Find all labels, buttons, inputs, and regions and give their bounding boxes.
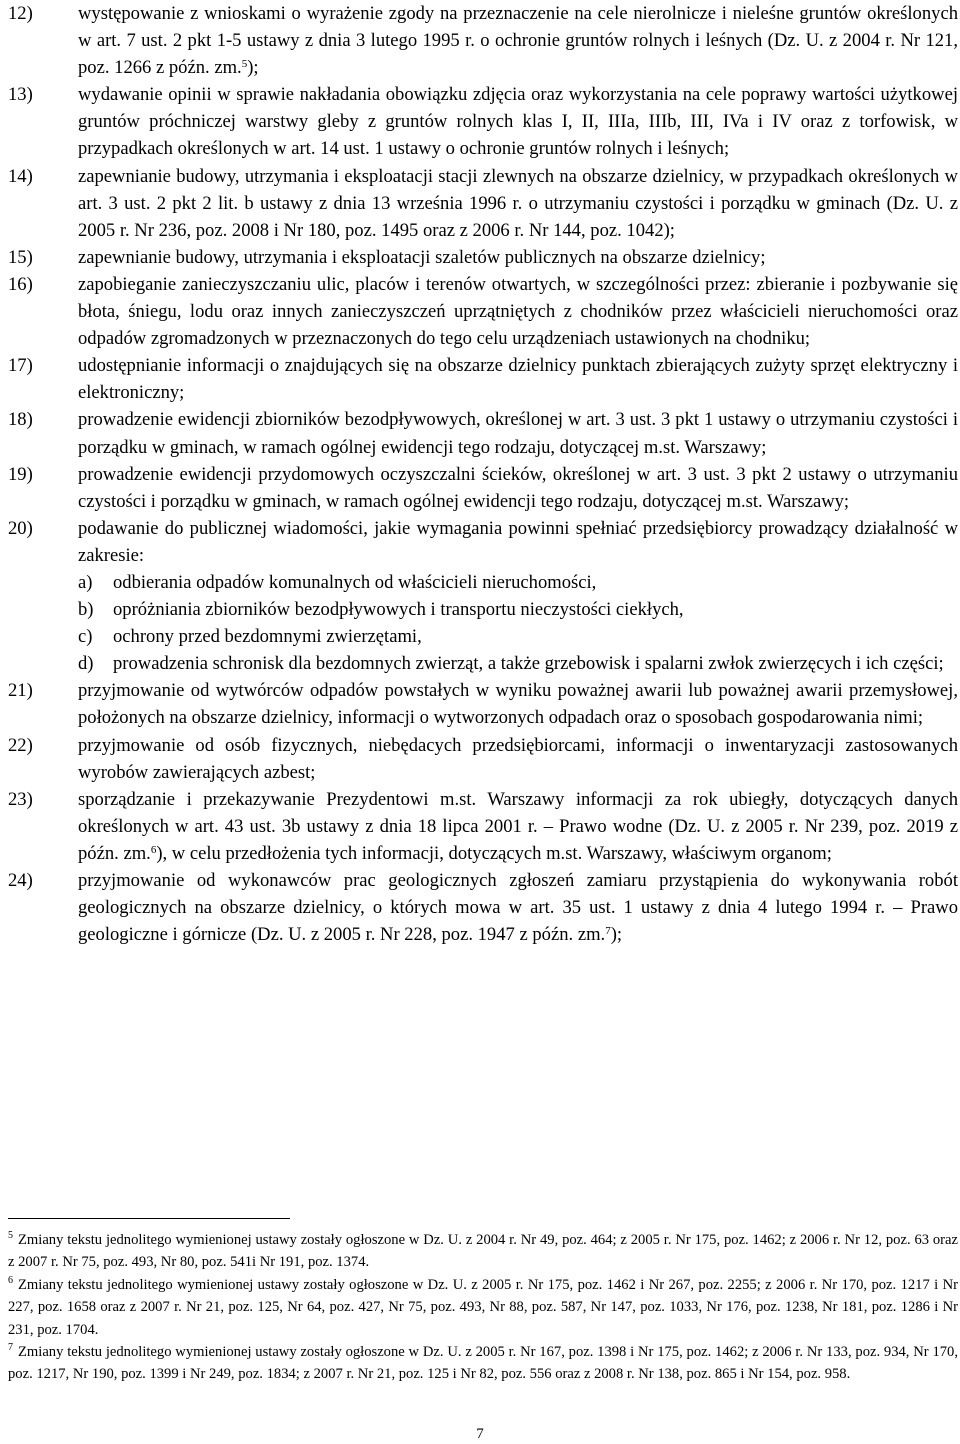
item-text: udostępnianie informacji o znajdujących się na obszarze dzielnicy punktach zbierających zużyty sprzęt elektryczny i elektroniczny; [78, 355, 958, 404]
item-text: prowadzenie ewidencji zbiorników bezodpływowych, określonej w art. 3 ust. 3 pkt 1 ustawy o utrzymaniu czystości i porządku w gminach, w ramach ogólnej ewidencji tego rodzaju, dotyczącej m.st. Warszawy; [78, 409, 958, 458]
sub-item-letter: d) [78, 653, 94, 675]
list-item [8, 81, 958, 162]
sub-list-item [8, 623, 958, 650]
item-number: 15) [8, 246, 33, 268]
list-item [8, 515, 958, 569]
item-number: 14) [8, 165, 33, 187]
item-number: 17) [8, 355, 33, 377]
sub-item-letter: c) [78, 626, 93, 648]
sub-item-letter: b) [78, 599, 94, 621]
item-text: podawanie do publicznej wiadomości, jakie wymagania powinni spełniać przedsiębiorcy prowadzący działalność w zakresie: [78, 517, 958, 566]
item-text [78, 786, 958, 867]
footnote-reference[interactable]: 7 [605, 925, 611, 938]
sub-list-item [8, 569, 958, 596]
footnote [8, 1229, 958, 1274]
sub-item-text: ochrony przed bezdomnymi zwierzętami, [113, 626, 422, 648]
item-number: 21) [8, 680, 33, 702]
list-item [8, 352, 958, 406]
sub-item-text: prowadzenia schronisk dla bezdomnych zwierząt, a także grzebowisk i spalarni zwłok zwierzęcych i ich części; [113, 653, 944, 675]
item-number: 12) [8, 3, 33, 24]
list-item [8, 163, 958, 244]
item-number: 13) [8, 84, 33, 106]
item-text: przyjmowanie od osób fizycznych, niebędacych przedsiębiorcami, informacji o inwentaryzacji zastosowanych wyrobów zawierających azbest; [78, 734, 958, 783]
item-text: zapobieganie zanieczyszczaniu ulic, placów i terenów otwartych, w szczególności przez: zbieranie i pozbywanie się błota, śniegu, lodu oraz innych zanieczyszczeń uprzątniętych z chodników przez właścicieli nieruchomości oraz odpadów zgromadzonych w przeznaczonych do tego celu urządzeniach ustawionych na chodniku; [78, 273, 958, 350]
item-text: zapewnianie budowy, utrzymania i eksploatacji stacji zlewnych na obszarze dzielnicy, w przypadkach określonych w art. 3 ust. 2 pkt 2 lit. b ustawy z dnia 13 września 1996 r. o utrzymaniu czystości i porządku w gminach (Dz. U. z 2005 r. Nr 236, poz. 2008 i Nr 180, poz. 1495 oraz z 2006 r. Nr 144, poz. 1042); [78, 165, 958, 241]
footnote-text: Zmiany tekstu jednolitego wymienionej ustawy zostały ogłoszone w Dz. U. z 2005 r. Nr 167, poz. 1398 i Nr 175, poz. 1462; z 2006 r. Nr 133, poz. 934, Nr 170, poz. 1217, Nr 190, poz. 1399 i Nr 249, poz. 1834; z 2007 r. Nr 21, poz. 125 i Nr 82, poz. 556 oraz z 2008 r. Nr 138, poz. 865 i Nr 154, poz. 958. [8, 1344, 958, 1383]
footnote-number: 7 [8, 1342, 13, 1354]
item-text: zapewnianie budowy, utrzymania i eksploatacji szaletów publicznych na obszarze dzielnicy; [78, 246, 766, 268]
footnote-number: 5 [8, 1230, 13, 1241]
list-item [8, 406, 958, 460]
footnote [8, 1341, 958, 1386]
list-item [8, 732, 958, 786]
item-text: prowadzenie ewidencji przydomowych oczyszczalni ścieków, określonej w art. 3 ust. 3 pkt 2 ustawy o utrzymaniu czystości i porządku w gminach, w ramach ogólnej ewidencji tego rodzaju, dotyczącej m.st. Warszawy; [78, 463, 958, 512]
footnote-number: 6 [8, 1274, 13, 1286]
item-text [78, 867, 958, 948]
item-number: 23) [8, 788, 33, 810]
item-number: 22) [8, 734, 33, 756]
list-item [8, 867, 958, 948]
list-item [8, 677, 958, 731]
footnote [8, 1274, 958, 1341]
sub-item-letter: a) [78, 571, 93, 593]
sub-list-item [8, 596, 958, 623]
item-text [78, 0, 958, 81]
item-text-tail: ); [610, 924, 623, 946]
footnotes-section [8, 1229, 958, 1386]
sub-item-text: odbierania odpadów komunalnych od właścicieli nieruchomości, [113, 571, 597, 593]
item-text-main: przyjmowanie od wykonawców prac geologicznych zgłoszeń zamiaru przystąpienia do wykonywania robót geologicznych na obszarze dzielnicy, o których mowa w art. 35 ust. 1 ustawy z dnia 4 lutego 1994 r. – Prawo geologiczne i górnicze (Dz. U. z 2005 r. Nr 228, poz. 1947 z późn. zm. [78, 870, 958, 946]
footnote-text: Zmiany tekstu jednolitego wymienionej ustawy zostały ogłoszone w Dz. U. z 2004 r. Nr 49, poz. 464; z 2005 r. Nr 175, poz. 1462; z 2006 r. Nr 12, poz. 63 oraz z 2007 r. Nr 75, poz. 493, Nr 80, poz. 541i Nr 191, poz. 1374. [8, 1232, 958, 1271]
item-text-main: występowanie z wnioskami o wyrażenie zgody na przeznaczenie na cele nierolnicze i nieleśne gruntów określonych w art. 7 ust. 2 pkt 1-5 ustawy z dnia 3 lutego 1995 r. o ochronie gruntów rolnych i leśnych (Dz. U. z 2004 r. Nr 121, poz. 1266 z późn. zm. [78, 3, 958, 79]
footnote-text: Zmiany tekstu jednolitego wymienionej ustawy zostały ogłoszone w Dz. U. z 2005 r. Nr 175, poz. 1462 i Nr 267, poz. 2255; z 2006 r. Nr 170, poz. 1217 i Nr 227, poz. 1658 oraz z 2007 r. Nr 21, poz. 125, Nr 64, poz. 427, Nr 75, poz. 493, Nr 88, poz. 587, Nr 147, poz. 1033, Nr 176, poz. 1238, Nr 181, poz. 1286 i Nr 231, poz. 1704. [8, 1276, 958, 1338]
footnote-separator [8, 1218, 290, 1219]
provisions-list [8, 0, 958, 948]
list-item [8, 271, 958, 352]
item-number: 18) [8, 409, 33, 431]
item-text-tail: ), w celu przedłożenia tych informacji, dotyczących m.st. Warszawy, właściwym organom; [156, 842, 832, 864]
footnote-reference[interactable]: 5 [241, 58, 248, 71]
list-item [8, 0, 958, 81]
sub-list-item [8, 650, 958, 677]
item-text-tail: ); [247, 57, 259, 79]
sub-item-text: opróżniania zbiorników bezodpływowych i transportu nieczystości ciekłych, [113, 599, 684, 621]
item-number: 20) [8, 517, 33, 539]
list-item [8, 786, 958, 867]
item-text: wydawanie opinii w sprawie nakładania obowiązku zdjęcia oraz wykorzystania na cele poprawy wartości użytkowej gruntów próchniczej warstwy gleby z gruntów rolnych klas I, II, IIIa, IIIb, III, IVa i IV oraz z torfowisk, w przypadkach określonych w art. 14 ust. 1 ustawy o ochronie gruntów rolnych i leśnych; [78, 84, 958, 160]
item-number: 24) [8, 870, 33, 891]
item-number: 19) [8, 463, 33, 485]
footnote-reference[interactable]: 6 [150, 843, 157, 856]
item-text: przyjmowanie od wytwórców odpadów powstałych w wyniku poważnej awarii lub poważnej awarii przemysłowej, położonych na obszarze dzielnicy, informacji o wytworzonych odpadach oraz o sposobach gospodarowania nimi; [78, 680, 958, 729]
item-number: 16) [8, 273, 33, 295]
list-item [8, 244, 958, 271]
page-number: 7 [476, 1426, 484, 1442]
item-text-main: sporządzanie i przekazywanie Prezydentowi m.st. Warszawy informacji za rok ubiegły, dotyczących danych określonych w art. 43 ust. 3b ustawy z dnia 18 lipca 2001 r. – Prawo wodne (Dz. U. z 2005 r. Nr 239, poz. 2019 z późn. zm. [78, 788, 958, 864]
list-item [8, 461, 958, 515]
